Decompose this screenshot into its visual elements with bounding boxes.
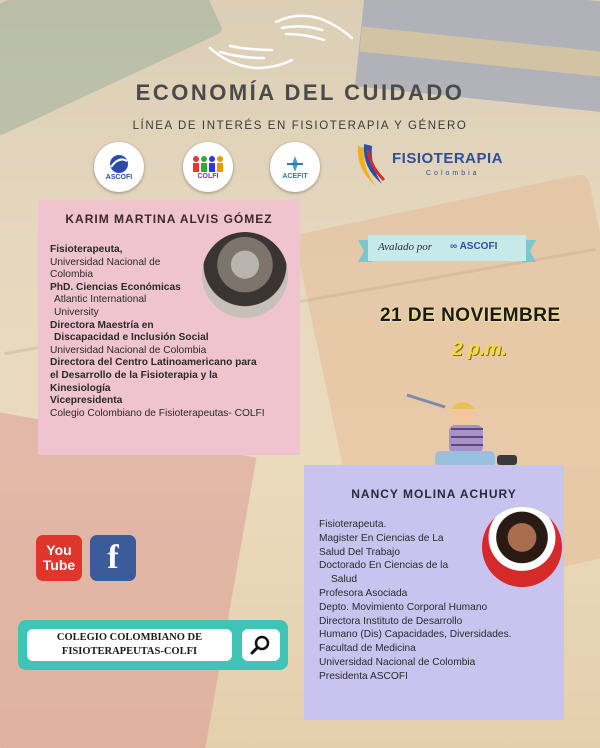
search-icon [250,634,272,656]
bio-line: Depto. Movimiento Corporal Humano [319,601,488,613]
bio-line: Doctorado En Ciencias de la [319,560,449,572]
fisioterapia-country-text: Colombia [426,170,480,177]
bio-line: Atlantic International [54,294,147,306]
bio-line: University [54,306,99,318]
bio-line: Salud Del Trabajo [319,546,400,558]
boy-illustration-icon [405,385,525,475]
speaker-name: NANCY MOLINA ACHURY [351,487,517,501]
search-text-line: COLEGIO COLOMBIANO DE [56,632,203,643]
bio-line: Universidad Nacional de Colombia [50,344,207,356]
bio-line: Directora Maestría en [50,319,154,331]
colfi-logo-text: COLFI [197,172,219,180]
youtube-icon[interactable] [36,535,82,581]
bio-line: Universidad Nacional de [50,256,161,268]
bio-line: Salud [331,574,358,586]
acefit-emblem-icon [285,155,305,173]
bio-line: Colombia [50,269,94,281]
bio-line: Facultad de Medicina [319,643,416,655]
fisioterapia-colombia-logo [354,140,514,192]
endorsement-ribbon [358,232,536,264]
ascofi-emblem-icon [105,154,133,174]
event-date: 21 DE NOVIEMBRE [380,305,561,326]
ascofi-logo-text: ASCOFI [105,173,133,181]
bio-line: Fisioterapeuta. [319,519,387,530]
search-button[interactable] [242,629,280,661]
bio-line: Discapacidad e Inclusión Social [54,332,209,344]
bio-line: Kinesiología [50,382,111,394]
speaker-card-nancy [304,465,564,720]
event-time: 2 p.m. [452,339,507,360]
speaker-name: KARIM MARTINA ALVIS GÓMEZ [65,212,273,226]
hands-icon [206,8,356,78]
facebook-icon[interactable] [90,535,136,581]
bio-line: Directora Instituto de Desarrollo [319,615,463,627]
speaker-card-karim [38,200,300,455]
page-subtitle: LÍNEA DE INTERÉS EN FISIOTERAPIA Y GÉNERO [132,120,468,132]
speaker-bio [319,518,551,684]
endorsement-org-text: ASCOFI [459,241,498,252]
speaker-bio [50,244,300,420]
search-input[interactable] [27,629,232,661]
bio-line: Vicepresidenta [50,395,123,407]
search-bar [18,620,288,670]
bio-line: PhD. Ciencias Económicas [50,281,181,293]
search-text-line: FISIOTERAPEUTAS-COLFI [61,646,198,657]
bio-line: Humano (Dis) Capacidades, Diversidades. [319,629,512,641]
fisioterapia-emblem-icon [354,140,388,190]
page-title: ECONOMÍA DEL CUIDADO [135,80,465,105]
youtube-text-top: You [46,542,72,558]
bio-line: Colegio Colombiano de Fisioterapeutas- COLFI [50,407,265,419]
youtube-text-bottom: Tube [42,557,76,573]
endorsement-label [378,241,432,253]
bio-line: el Desarrollo de la Fisioterapia y la [50,369,218,381]
bio-line: Profesora Asociada [319,587,408,599]
people-icon [191,155,225,173]
facebook-letter: f [107,539,119,576]
bio-line: Directora del Centro Latinoamericano para [50,357,257,369]
bio-line: Magister En Ciencias de La [319,532,444,544]
colfi-logo [183,142,233,192]
ascofi-logo [94,142,144,192]
bio-line: Universidad Nacional de Colombia [319,656,476,668]
bio-line: Fisioterapeuta, [50,244,123,255]
endorsement-org: ∞ ASCOFI [450,241,498,252]
bio-line: Presidenta ASCOFI [319,670,408,682]
acefit-logo [270,142,320,192]
acefit-logo-text: ACEFIT [282,172,308,180]
fisioterapia-logo-text: FISIOTERAPIA [392,150,504,167]
endorsement-label-text: Avalado por [378,241,433,253]
